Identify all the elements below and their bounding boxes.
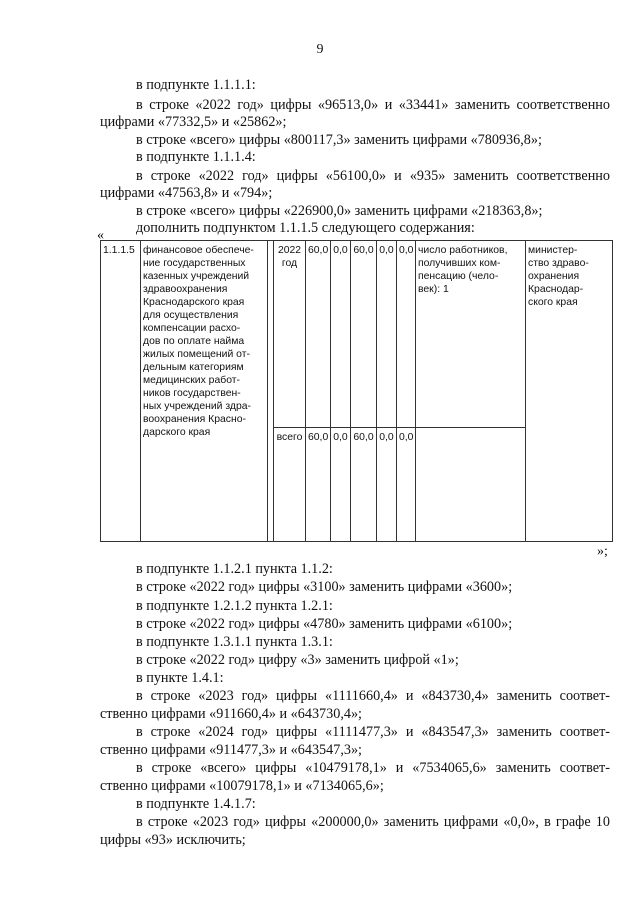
text-line: в подпункте 1.1.1.4: — [136, 149, 256, 165]
text-line: в строке «2022 год» цифры «4780» заменить цифрами «6100»; — [136, 616, 513, 632]
text-line: цифрами «47563,8» и «794»; — [100, 185, 273, 201]
period-cell: всего — [274, 428, 306, 542]
row-code: 1.1.1.5 — [101, 241, 141, 542]
value-cell: 60,0 — [306, 428, 331, 542]
closing-quote: »; — [597, 544, 608, 559]
text-line: в строке «2024 год» цифры «1111477,3» и «843547,3» заменить соответ- — [136, 724, 610, 740]
row-description: финансовое обеспече- ние государственных казенных учреждений здравоохранения Краснодарского края для осуществления компенсации расхо- дов по оплате найма жилых помещений от- дельным категориям медицинских работ- ников государствен- ных учреждений здра- воохранения Красно- дарского края — [141, 241, 268, 542]
text-line: дополнить подпунктом 1.1.1.5 следующего содержания: — [136, 220, 475, 236]
text-line: в подпункте 1.1.2.1 пункта 1.1.2: — [136, 561, 333, 577]
value-cell: 0,0 — [331, 428, 351, 542]
text-line: в подпункте 1.1.1.1: — [136, 77, 256, 93]
text-line: в строке «всего» цифры «800117,3» заменить цифрами «780936,8»; — [136, 132, 542, 148]
text-line: в строке «2023 год» цифры «1111660,4» и «843730,4» заменить соответ- — [136, 688, 610, 704]
text-line: ственно цифрами «911660,4» и «643730,4»; — [100, 706, 363, 722]
text-line: в подпункте 1.2.1.2 пункта 1.2.1: — [136, 598, 333, 614]
text-line: в строке «2022 год» цифры «3100» заменить цифрами «3600»; — [136, 579, 513, 595]
text-line: в строке «2022 год» цифры «96513,0» и «33441» заменить соответственно — [136, 97, 610, 113]
value-cell: 60,0 — [351, 241, 377, 428]
text-line: ственно цифрами «911477,3» и «643547,3»; — [100, 742, 363, 758]
value-cell: 60,0 — [306, 241, 331, 428]
value-cell: 0,0 — [377, 241, 397, 428]
table-row — [101, 241, 613, 428]
indicator-cell-empty — [416, 428, 526, 542]
indicator-cell: число работников, получивших ком- пенсацию (чело- век): 1 — [416, 241, 526, 428]
text-line: в строке «всего» цифры «226900,0» заменить цифрами «218363,8»; — [136, 203, 543, 219]
text-line: ственно цифрами «10079178,1» и «7134065,6»; — [100, 778, 384, 794]
value-cell: 0,0 — [397, 428, 416, 542]
page-number: 9 — [316, 42, 324, 57]
opening-quote: « — [97, 228, 104, 243]
text-line: цифрами «77332,5» и «25862»; — [100, 114, 287, 130]
value-cell: 60,0 — [351, 428, 377, 542]
text-line: цифры «93» исключить; — [100, 832, 246, 848]
value-cell: 0,0 — [331, 241, 351, 428]
period-cell: 2022 год — [274, 241, 306, 428]
text-line: в строке «2023 год» цифры «200000,0» заменить цифрами «0,0», в графе 10 — [136, 814, 610, 830]
text-line: в строке «всего» цифры «10479178,1» и «7534065,6» заменить соответ- — [136, 760, 610, 776]
text-line: в строке «2022 год» цифру «3» заменить цифрой «1»; — [136, 652, 459, 668]
value-cell: 0,0 — [397, 241, 416, 428]
text-line: в строке «2022 год» цифры «56100,0» и «935» заменить соответственно — [136, 168, 610, 184]
executor-cell: министер- ство здраво- охранения Краснодар- ского края — [526, 241, 613, 542]
value-cell: 0,0 — [377, 428, 397, 542]
amendment-table — [100, 240, 613, 542]
text-line: в подпункте 1.3.1.1 пункта 1.3.1: — [136, 634, 333, 650]
text-line: в пункте 1.4.1: — [136, 670, 224, 686]
text-line: в подпункте 1.4.1.7: — [136, 796, 256, 812]
